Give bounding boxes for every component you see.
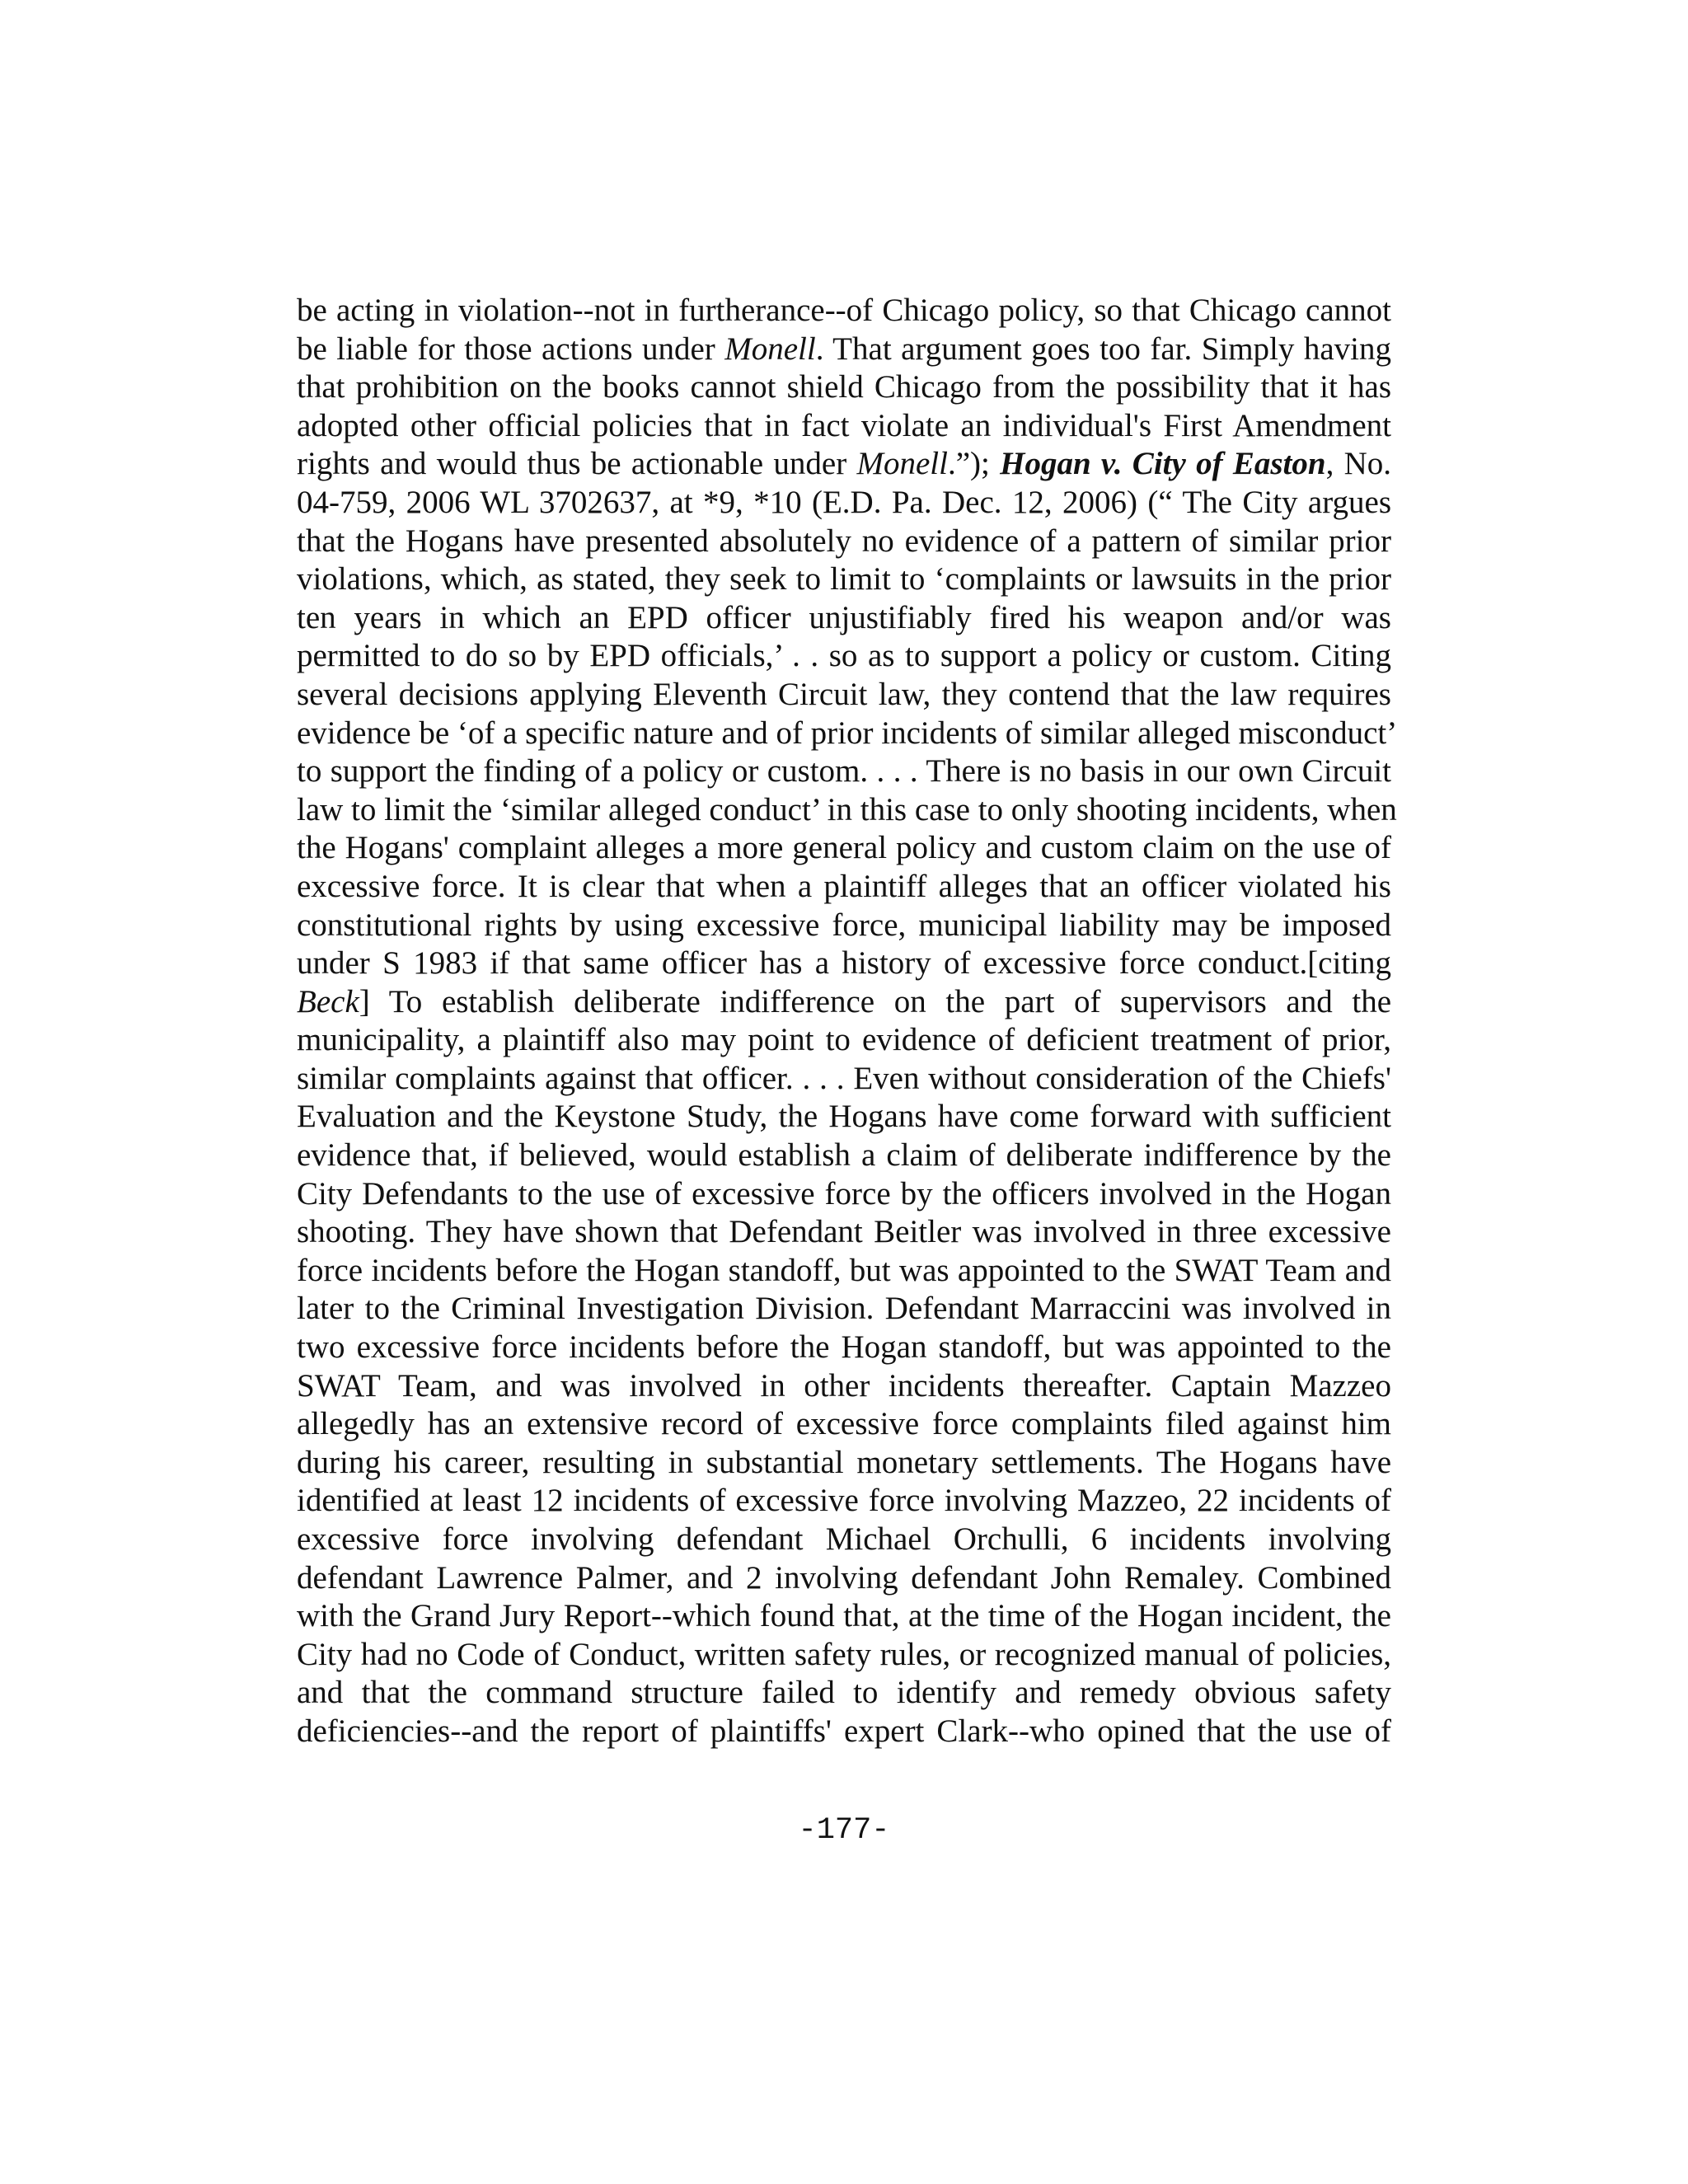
text-line: City Defendants to the use of excessive force by the officers involved in the Hogan [297, 1175, 1391, 1212]
text-line: that prohibition on the books cannot shield Chicago from the possibility that it has [297, 369, 1391, 405]
text-line: be liable for those actions under Monell. That argument goes too far. Simply having [297, 330, 1391, 367]
case-name: Hogan v. City of Easton [1000, 446, 1326, 482]
text-line: under S 1983 if that same officer has a history of excessive force conduct.[citing [297, 945, 1391, 982]
text-line: deficiencies--and the report of plaintiffs' expert Clark--who opined that the use of [297, 1713, 1391, 1749]
body-text [297, 292, 1398, 1751]
text-line: two excessive force incidents before the Hogan standoff, but was appointed to the [297, 1329, 1391, 1366]
text-line: Beck] To establish deliberate indifference on the part of supervisors and the [297, 983, 1391, 1019]
text-line: several decisions applying Eleventh Circuit law, they contend that the law requires [297, 676, 1391, 712]
text-line: shooting. They have shown that Defendant Beitler was involved in three excessive [297, 1214, 1391, 1250]
text-line: with the Grand Jury Report--which found that, at the time of the Hogan incident, the [297, 1598, 1391, 1634]
page-number: -177- [798, 1813, 890, 1848]
text-line: be acting in violation--not in furtherance--of Chicago policy, so that Chicago cannot [297, 293, 1391, 328]
text-line: law to limit the ‘similar alleged conduct’ in this case to only shooting incidents, when [297, 791, 1397, 827]
text-line: evidence be ‘of a specific nature and of prior incidents of similar alleged misconduct’ [297, 715, 1398, 751]
text-line: defendant Lawrence Palmer, and 2 involving defendant John Remaley. Combined [297, 1559, 1391, 1596]
italic-citation: Beck [297, 983, 359, 1019]
text-line: and that the command structure failed to identify and remedy obvious safety [297, 1675, 1391, 1711]
text-line: later to the Criminal Investigation Division. Defendant Marraccini was involved in [297, 1291, 1391, 1327]
text-line: allegedly has an extensive record of excessive force complaints filed against him [297, 1406, 1391, 1442]
text-line: ten years in which an EPD officer unjustifiably fired his weapon and/or was [297, 599, 1391, 635]
text-line: violations, which, as stated, they seek to limit to ‘complaints or lawsuits in the prior [297, 561, 1391, 598]
text-line: evidence that, if believed, would establish a claim of deliberate indifference by the [297, 1137, 1391, 1174]
text-line: the Hogans' complaint alleges a more general policy and custom claim on the use of [297, 830, 1391, 866]
italic-citation: Monell [724, 330, 816, 367]
text-line: to support the finding of a policy or custom. . . . There is no basis in our own Circuit [297, 753, 1391, 790]
text-line: excessive force. It is clear that when a plaintiff alleges that an officer violated his [297, 868, 1391, 904]
text-line: City had no Code of Conduct, written safety rules, or recognized manual of policies, [297, 1636, 1391, 1672]
text-line: during his career, resulting in substantial monetary settlements. The Hogans have [297, 1444, 1391, 1480]
text-line: force incidents before the Hogan standoff, but was appointed to the SWAT Team and [297, 1252, 1391, 1288]
italic-citation: Monell [856, 446, 948, 482]
text-line: that the Hogans have presented absolutely no evidence of a pattern of similar prior [297, 523, 1391, 559]
text-line: constitutional rights by using excessive force, municipal liability may be imposed [297, 907, 1391, 943]
text-line: 04-759, 2006 WL 3702637, at *9, *10 (E.D. Pa. Dec. 12, 2006) (“ The City argues [297, 484, 1391, 520]
text-line: permitted to do so by EPD officials,’ . . so as to support a policy or custom. Citing [297, 638, 1391, 674]
text-line: identified at least 12 incidents of excessive force involving Mazzeo, 22 incidents of [297, 1483, 1391, 1519]
text-line: SWAT Team, and was involved in other incidents thereafter. Captain Mazzeo [297, 1367, 1391, 1404]
text-line: Evaluation and the Keystone Study, the Hogans have come forward with sufficient [297, 1099, 1391, 1135]
text-line: municipality, a plaintiff also may point to evidence of deficient treatment of prior, [297, 1022, 1391, 1058]
text-line: rights and would thus be actionable under Monell.”); Hogan v. City of Easton, No. [297, 446, 1392, 482]
text-line: similar complaints against that officer. . . . Even without consideration of the Chiefs' [297, 1060, 1391, 1096]
text-line: excessive force involving defendant Michael Orchulli, 6 incidents involving [297, 1521, 1391, 1557]
text-line: adopted other official policies that in fact violate an individual's First Amendment [297, 407, 1391, 443]
